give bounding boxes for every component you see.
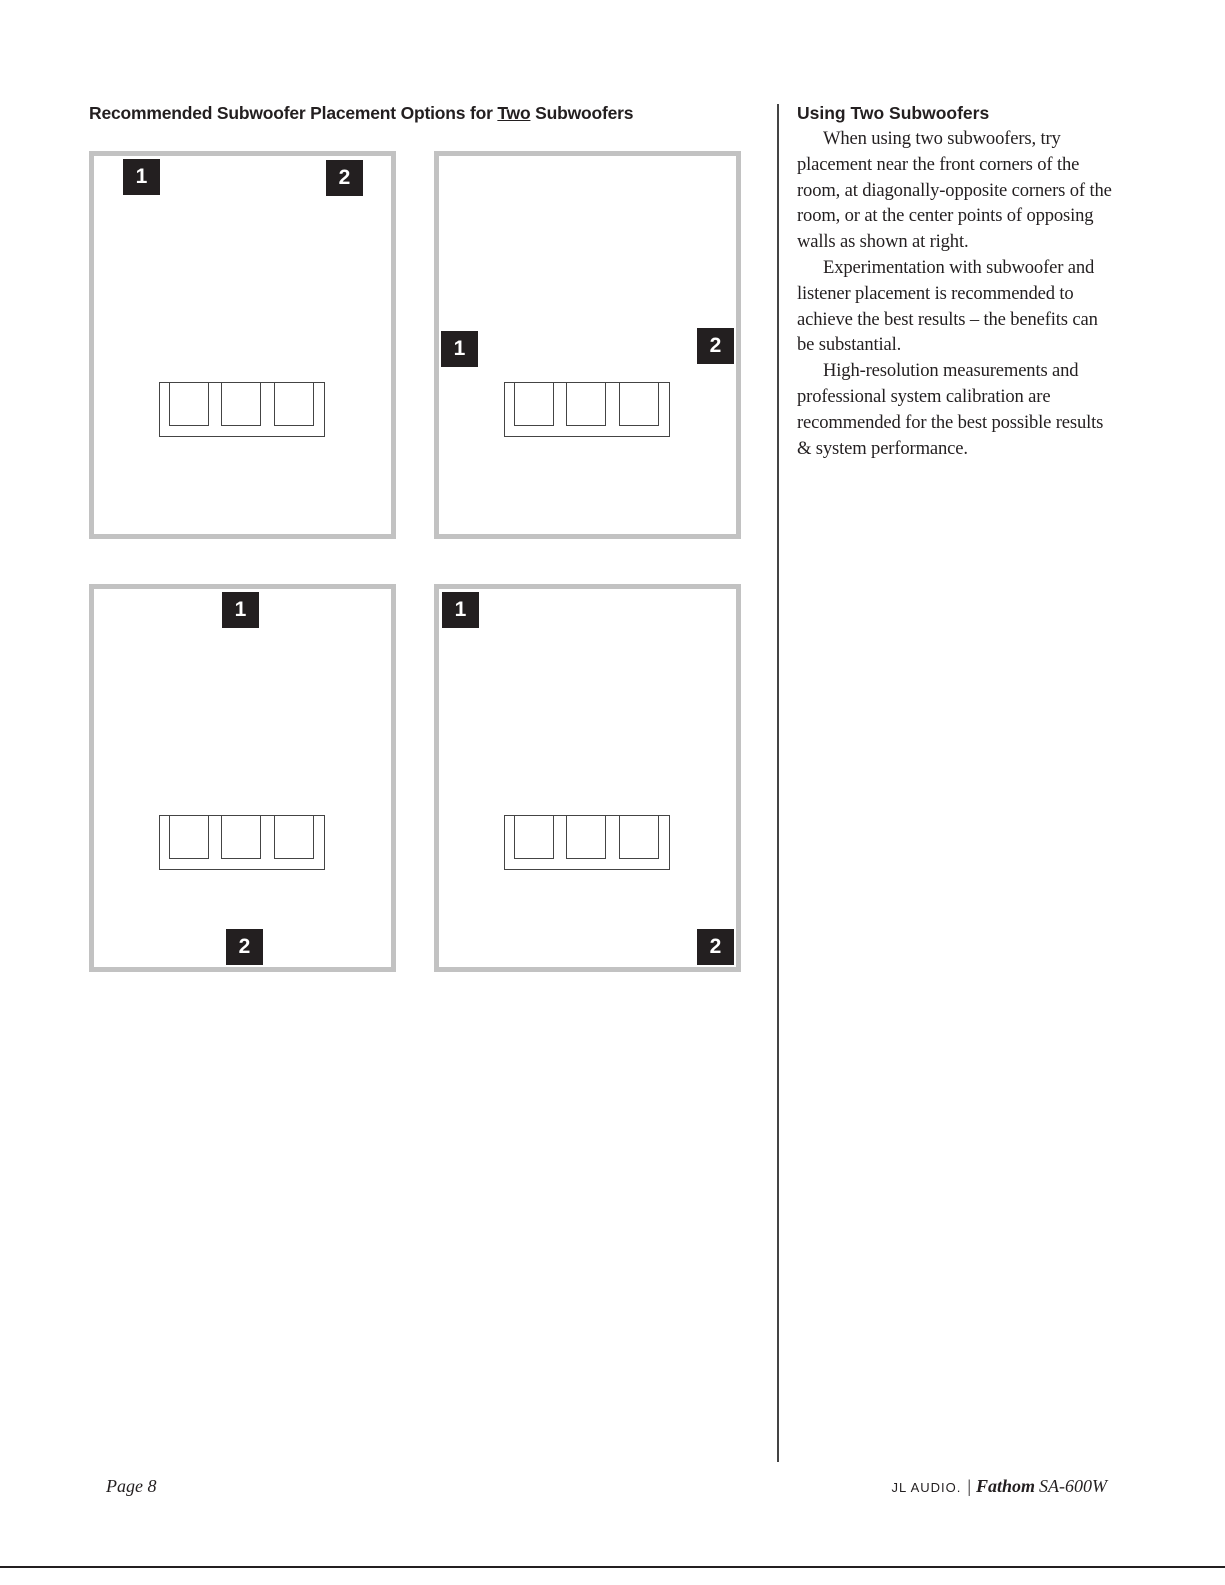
- room-diagram-side-walls: [434, 151, 741, 539]
- seat-icon: [274, 382, 314, 426]
- sofa-icon: [504, 815, 670, 870]
- seat-icon: [619, 815, 659, 859]
- title-prefix: Recommended Subwoofer Placement Options for: [89, 103, 498, 123]
- seat-icon: [169, 382, 209, 426]
- subwoofer-1-marker: 1: [442, 592, 479, 628]
- jl-audio-logo: JL AUDIO.: [891, 1480, 962, 1495]
- paragraph: Experimentation with subwoofer and listener placement is recommended to achieve the best results – the benefits can be substantial.: [797, 256, 1098, 356]
- subwoofer-1-marker: 1: [441, 331, 478, 367]
- text-column: [797, 103, 1117, 461]
- section-heading: Using Two Subwoofers: [797, 103, 990, 123]
- sofa-icon: [159, 815, 325, 870]
- room-diagram-front-corners: [89, 151, 396, 539]
- seat-icon: [566, 382, 606, 426]
- column-divider: [777, 104, 779, 1462]
- seat-icon: [221, 815, 261, 859]
- seat-icon: [514, 382, 554, 426]
- paragraph: High-resolution measurements and professional system calibration are recommended for the best possible results & system performance.: [797, 360, 1104, 459]
- model-number: SA-600W: [1039, 1476, 1107, 1496]
- paragraph: When using two subwoofers, try placement near the front corners of the room, at diagonally-opposite corners of the room, or at the center points of opposing walls as shown at right.: [797, 128, 1112, 253]
- page-title: [89, 103, 633, 124]
- subwoofer-2-marker: 2: [697, 328, 734, 364]
- page-number: Page 8: [106, 1476, 157, 1496]
- sofa-icon: [504, 382, 670, 437]
- title-suffix: Subwoofers: [530, 103, 634, 123]
- subwoofer-2-marker: 2: [326, 160, 363, 196]
- sofa-icon: [159, 382, 325, 437]
- title-emphasis: Two: [497, 103, 531, 123]
- room-diagram-diagonal-corners: [434, 584, 741, 972]
- seat-icon: [566, 815, 606, 859]
- seat-icon: [514, 815, 554, 859]
- seat-icon: [169, 815, 209, 859]
- footer-separator: |: [967, 1476, 971, 1496]
- seat-icon: [221, 382, 261, 426]
- seat-icon: [619, 382, 659, 426]
- subwoofer-1-marker: 1: [222, 592, 259, 628]
- product-name: Fathom: [975, 1476, 1036, 1496]
- footer-brand: [891, 1476, 1107, 1497]
- seat-icon: [274, 815, 314, 859]
- page-bottom-rule: [0, 1566, 1225, 1568]
- subwoofer-2-marker: 2: [697, 929, 734, 965]
- subwoofer-1-marker: 1: [123, 159, 160, 195]
- subwoofer-2-marker: 2: [226, 929, 263, 965]
- room-diagram-opposing-walls: [89, 584, 396, 972]
